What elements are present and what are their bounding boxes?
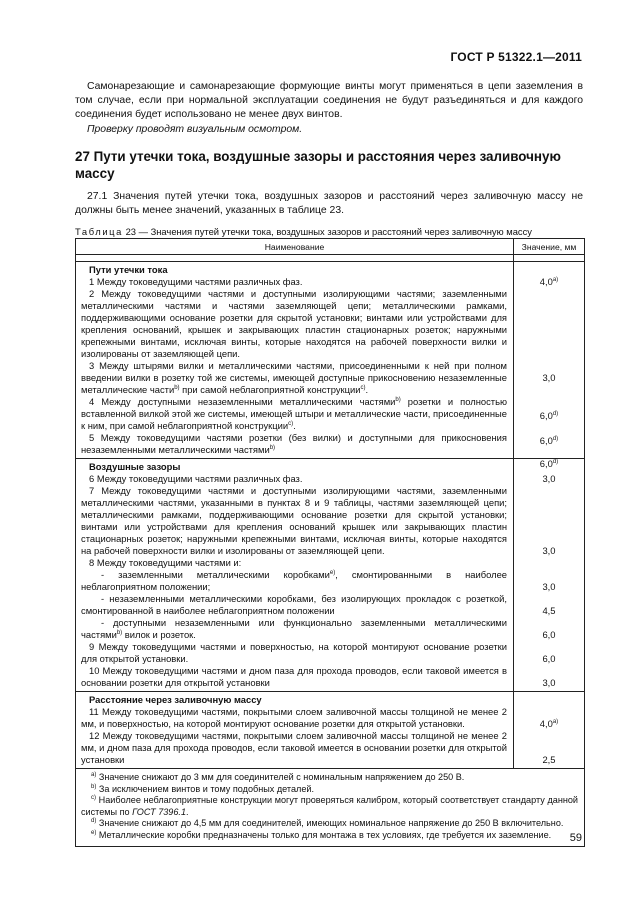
footnote-a: $^{a)}$ Значение снижают до 3 мм для соединителей с номинальным напряжением до 250 В. bbox=[91, 771, 465, 782]
group-potting bbox=[76, 692, 514, 769]
table-caption bbox=[75, 226, 532, 237]
spacer-row bbox=[76, 255, 585, 262]
table-footnotes bbox=[76, 769, 585, 847]
value-item-4: 6,0$^{d)}$ bbox=[539, 435, 559, 446]
intro-paragraph: Самонарезающие и самонарезающие формующие винты могут применяться в цепи заземления в том случае, если при нормальной эксплуатации соединения не будут разъединяться и для каждого соединения будет использовано не менее двух винтов. bbox=[75, 81, 583, 121]
list-item: 4 Между доступными незаземленными металлическими частями$^{b)}$ розетки и полностью вставленной вилкой этой же системы, имеющей штыри и металлические части, присоединенные к ним, при самой неблагоприятной конструкции$^{c)}$. bbox=[81, 396, 507, 431]
standard-header: ГОСТ Р 51322.1—2011 bbox=[450, 50, 582, 64]
table-header-row bbox=[76, 239, 585, 255]
value-item-10: 3,0 bbox=[542, 677, 556, 688]
list-item: 2 Между токоведущими частями и доступными изолирующими частями; заземленными металлическими частями и частями заземляющей цепи; металлическими рамками, поддерживающими основание розетки для скрытой установки; винтами или устройствами для крепления оснований, крышек и закрывающих пластин стационарных розеток; наружными крепежными винтами, исключая винты, которые находятся на рабочей поверхности вилки и изолированы от заземляющей цепи. bbox=[81, 288, 507, 359]
value-item-7: 3,0 bbox=[542, 545, 556, 556]
group-air-gaps bbox=[76, 459, 514, 692]
group-title: Пути утечки тока bbox=[89, 264, 168, 275]
intro-text bbox=[75, 80, 583, 137]
intro-check-note: Проверку проводят визуальным осмотром. bbox=[87, 123, 303, 135]
value-cell bbox=[514, 692, 585, 769]
value-item-3: 6,0$^{d)}$ bbox=[539, 410, 559, 421]
footnote-b: $^{b)}$ За исключением винтов и тому подобных деталей. bbox=[91, 783, 315, 794]
clearance-table bbox=[75, 238, 585, 847]
list-item: 9 Между токоведущими частями и поверхностью, на которой монтируют основание розетки для открытой установки. bbox=[81, 641, 507, 664]
group-creepage bbox=[76, 262, 514, 459]
list-item: - незаземленными металлическими коробками, без изолирующих прокладок с розеткой, смонтированной в наиболее неблагоприятном положении bbox=[81, 593, 507, 616]
table-caption-word: Таблица bbox=[75, 226, 123, 237]
value-item-1: 4,0$^{a)}$ bbox=[539, 276, 559, 287]
list-item: 8 Между токоведущими частями и: bbox=[89, 557, 242, 568]
value-item-11: 4,0$^{a)}$ bbox=[539, 718, 559, 729]
value-item-5: 6,0$^{d)}$ bbox=[539, 458, 559, 469]
footnotes-row bbox=[76, 769, 585, 847]
list-item: 1 Между токоведущими частями различных фаз. bbox=[89, 276, 303, 287]
list-item: 11 Между токоведущими частями, покрытыми слоем заливочной массы толщиной не менее 2 мм, и поверхностью, на которой монтируют основание розетки для открытой установки. bbox=[81, 706, 507, 729]
list-item: 12 Между токоведущими частями, покрытыми слоем заливочной массы толщиной не менее 2 мм, и дном паза для прохода проводов, если таковой имеется в основании розетки для открытой установки bbox=[81, 730, 507, 765]
value-item-8a: 3,0 bbox=[542, 581, 556, 592]
footnote-c: $^{c)}$ Наиболее неблагоприятные конструкции могут проверяться калибром, который соответствует стандарту данной системы по ГОСТ 7396.1. bbox=[81, 795, 578, 817]
list-item: - доступными незаземленными или функционально заземленными металлическими частями$^{b)}$ вилок и розеток. bbox=[81, 617, 507, 640]
column-header-name: Наименование bbox=[76, 239, 514, 255]
footnote-d: $^{d)}$ Значение снижают до 4,5 мм для соединителей, имеющих номинальное напряжение до 250 В включительно. bbox=[91, 818, 564, 829]
table-caption-text: 23 — Значения путей утечки тока, воздушных зазоров и расстояний через заливочную массу bbox=[122, 226, 532, 237]
group-title: Расстояние через заливочную массу bbox=[89, 694, 262, 705]
value-item-8b: 4,5 bbox=[542, 605, 556, 616]
value-cell bbox=[514, 459, 585, 692]
value-item-12: 2,5 bbox=[542, 754, 556, 765]
value-item-8c: 6,0 bbox=[542, 629, 556, 640]
value-item-6: 3,0 bbox=[542, 473, 556, 484]
footnote-e: $^{e)}$ Металлические коробки предназначены только для монтажа в тех условиях, где требуется их заземление. bbox=[91, 829, 552, 840]
list-item: 7 Между токоведущими частями и доступными изолирующими частями, заземленными металлическими частями, указанными в пунктах 8 и 9 таблицы, частями заземляющей цепи; металлическими рамками, поддерживающими основание розетки для скрытой установки; винтами или устройствами для крепления оснований крышек или закрывающих пластин стационарных розеток; наружными крепежными винтами, исключая винты, которые находятся на рабочей поверхности вилки и изолированы от заземляющей цепи. bbox=[81, 485, 507, 556]
list-item: 3 Между штырями вилки и металлическими частями, присоединенными к ней при полном введении вилки в розетку той же системы, имеющей доступные прикосновению незаземленные металлические части$^{b)}$ при самой неблагоприятной конструкции$^{c)}$. bbox=[81, 360, 507, 395]
paragraph-27-1: 27.1 Значения путей утечки тока, воздушных зазоров и расстояний через заливочную массу не должны быть менее значений, указанных в таблице 23. bbox=[75, 191, 583, 217]
value-item-2: 3,0 bbox=[542, 372, 556, 383]
list-item: 6 Между токоведущими частями различных фаз. bbox=[89, 473, 303, 484]
group-title: Воздушные зазоры bbox=[89, 461, 181, 472]
section-title: 27 Пути утечки тока, воздушные зазоры и расстояния через заливочную массу bbox=[75, 149, 561, 181]
list-item: 10 Между токоведущими частями и дном паза для прохода проводов, если таковой имеется в основании розетки для открытой установки bbox=[81, 665, 507, 688]
table-row bbox=[76, 459, 585, 692]
table-row bbox=[76, 262, 585, 459]
value-cell bbox=[514, 262, 585, 469]
value-item-9: 6,0 bbox=[542, 653, 556, 664]
table-row bbox=[76, 692, 585, 769]
list-item: 5 Между токоведущими частями розетки (без вилки) и доступными для прикосновения незаземленными металлическими частями$^{b)}$ bbox=[81, 432, 507, 455]
page-number: 59 bbox=[569, 832, 582, 844]
list-item: - заземленными металлическими коробками$^{e)}$, смонтированными в наиболее неблагоприятном положении; bbox=[81, 569, 507, 592]
column-header-value: Значение, мм bbox=[514, 239, 585, 255]
